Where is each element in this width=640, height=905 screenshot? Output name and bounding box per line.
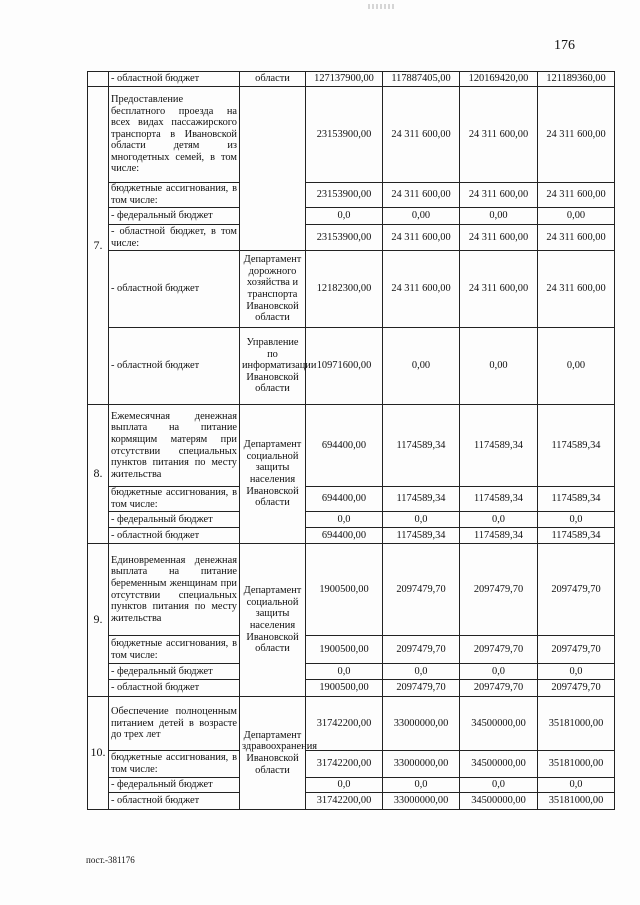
value-cell: 12182300,00: [306, 251, 383, 328]
value-cell: 2097479,70: [538, 544, 615, 636]
executor-cell: [240, 87, 306, 251]
value-cell: 23153900,00: [306, 87, 383, 183]
value-cell: 34500000,00: [460, 697, 538, 751]
value-cell: 0,00: [460, 208, 538, 225]
value-cell: 35181000,00: [538, 793, 615, 810]
row-number: 9.: [88, 544, 109, 697]
value-cell: 24 311 600,00: [460, 87, 538, 183]
value-cell: 120169420,00: [460, 72, 538, 87]
row-label: - областной бюджет: [109, 251, 240, 328]
value-cell: 33000000,00: [383, 697, 460, 751]
value-cell: 0,0: [306, 778, 383, 793]
row-label: - федеральный бюджет: [109, 208, 240, 225]
value-cell: 35181000,00: [538, 751, 615, 778]
row-label: бюджетные ассигнования, в том числе:: [109, 751, 240, 778]
table-row: [88, 544, 615, 636]
value-cell: 0,0: [460, 778, 538, 793]
value-cell: 1174589,34: [460, 405, 538, 487]
value-cell: 1174589,34: [538, 528, 615, 544]
row-label: - областной бюджет: [109, 328, 240, 405]
value-cell: 24 311 600,00: [460, 251, 538, 328]
table-row: [88, 751, 615, 778]
table-row: [88, 793, 615, 810]
value-cell: 34500000,00: [460, 751, 538, 778]
row-label: - федеральный бюджет: [109, 664, 240, 680]
value-cell: 0,0: [383, 664, 460, 680]
program-title: Обеспечение полноценным питанием детей в возрасте до трех лет: [109, 697, 240, 751]
table-row: [88, 87, 615, 183]
executor-cell: Департамент здравоохранения Ивановской области: [240, 697, 306, 810]
value-cell: 694400,00: [306, 405, 383, 487]
value-cell: 0,0: [460, 512, 538, 528]
program-title: Ежемесячная денежная выплата на питание кормящим матерям при отсутствии специальных пунктов питания по месту жительства: [109, 405, 240, 487]
value-cell: 0,00: [538, 208, 615, 225]
page-number: 176: [554, 38, 575, 53]
value-cell: 34500000,00: [460, 793, 538, 810]
row-number: 8.: [88, 405, 109, 544]
value-cell: 2097479,70: [460, 544, 538, 636]
document-footer: пост.-381176: [86, 855, 135, 865]
value-cell: 24 311 600,00: [538, 251, 615, 328]
value-cell: 0,0: [538, 512, 615, 528]
value-cell: 24 311 600,00: [383, 183, 460, 208]
value-cell: 24 311 600,00: [538, 225, 615, 251]
value-cell: 24 311 600,00: [383, 225, 460, 251]
value-cell: 2097479,70: [460, 636, 538, 664]
value-cell: 0,00: [383, 208, 460, 225]
value-cell: 0,0: [306, 664, 383, 680]
budget-table: [87, 71, 615, 810]
table-row: [88, 664, 615, 680]
value-cell: 0,0: [383, 778, 460, 793]
value-cell: 24 311 600,00: [460, 183, 538, 208]
row-label: - областной бюджет: [109, 72, 240, 87]
value-cell: 117887405,00: [383, 72, 460, 87]
value-cell: 31742200,00: [306, 751, 383, 778]
row-label: - областной бюджет: [109, 528, 240, 544]
value-cell: 1174589,34: [538, 487, 615, 512]
value-cell: 1174589,34: [460, 528, 538, 544]
value-cell: 2097479,70: [460, 680, 538, 697]
value-cell: 0,0: [460, 664, 538, 680]
value-cell: 1174589,34: [383, 487, 460, 512]
value-cell: 23153900,00: [306, 183, 383, 208]
value-cell: 23153900,00: [306, 225, 383, 251]
row-number: 7.: [88, 87, 109, 405]
value-cell: 24 311 600,00: [538, 87, 615, 183]
row-label: бюджетные ассигнования, в том числе:: [109, 636, 240, 664]
row-label: - федеральный бюджет: [109, 778, 240, 793]
row-label: бюджетные ассигнования, в том числе:: [109, 487, 240, 512]
executor-cell: области: [240, 72, 306, 87]
value-cell: 10971600,00: [306, 328, 383, 405]
table-row: [88, 778, 615, 793]
value-cell: 0,00: [538, 328, 615, 405]
value-cell: 33000000,00: [383, 793, 460, 810]
value-cell: 2097479,70: [538, 636, 615, 664]
executor-cell: Управление по информатизации Ивановской области: [240, 328, 306, 405]
value-cell: 24 311 600,00: [383, 87, 460, 183]
value-cell: 0,0: [383, 512, 460, 528]
table-row: [88, 405, 615, 487]
table-row: [88, 328, 615, 405]
row-label: - областной бюджет: [109, 680, 240, 697]
row-label: бюджетные ассигнования, в том числе:: [109, 183, 240, 208]
value-cell: 1900500,00: [306, 636, 383, 664]
value-cell: 1900500,00: [306, 544, 383, 636]
row-label: - областной бюджет: [109, 793, 240, 810]
value-cell: 2097479,70: [383, 636, 460, 664]
executor-cell: Департамент дорожного хозяйства и транспорта Ивановской области: [240, 251, 306, 328]
value-cell: 24 311 600,00: [538, 183, 615, 208]
table-row: [88, 183, 615, 208]
value-cell: 31742200,00: [306, 697, 383, 751]
program-title: Единовременная денежная выплата на питание беременным женщинам при отсутствии специальных пунктов питания по месту жительства: [109, 544, 240, 636]
value-cell: 694400,00: [306, 487, 383, 512]
row-label: - федеральный бюджет: [109, 512, 240, 528]
value-cell: 31742200,00: [306, 793, 383, 810]
value-cell: 35181000,00: [538, 697, 615, 751]
program-title: Предоставление бесплатного проезда на всех видах пассажирского транспорта в Ивановской области детям из многодетных семей, в том числе:: [109, 87, 240, 183]
value-cell: 0,00: [383, 328, 460, 405]
value-cell: 2097479,70: [538, 680, 615, 697]
value-cell: 33000000,00: [383, 751, 460, 778]
row-label: - областной бюджет, в том числе:: [109, 225, 240, 251]
value-cell: 24 311 600,00: [460, 225, 538, 251]
row-number: 10.: [88, 697, 109, 810]
executor-cell: Департамент социальной защиты населения Ивановской области: [240, 544, 306, 697]
value-cell: 1174589,34: [538, 405, 615, 487]
value-cell: 2097479,70: [383, 544, 460, 636]
row-number: [88, 72, 109, 87]
table-row: [88, 225, 615, 251]
value-cell: 0,0: [306, 512, 383, 528]
table-row: [88, 251, 615, 328]
executor-cell: Департамент социальной защиты населения Ивановской области: [240, 405, 306, 544]
value-cell: 0,0: [538, 664, 615, 680]
table-row: [88, 208, 615, 225]
table-row: [88, 636, 615, 664]
table-row: [88, 528, 615, 544]
scan-artifact: [368, 4, 396, 9]
value-cell: 1900500,00: [306, 680, 383, 697]
value-cell: 694400,00: [306, 528, 383, 544]
value-cell: 121189360,00: [538, 72, 615, 87]
value-cell: 1174589,34: [460, 487, 538, 512]
value-cell: 0,00: [460, 328, 538, 405]
value-cell: 1174589,34: [383, 405, 460, 487]
table-row: [88, 697, 615, 751]
table-row: [88, 512, 615, 528]
value-cell: 0,0: [538, 778, 615, 793]
value-cell: 127137900,00: [306, 72, 383, 87]
value-cell: 1174589,34: [383, 528, 460, 544]
table-row: [88, 487, 615, 512]
value-cell: 24 311 600,00: [383, 251, 460, 328]
table-row: [88, 680, 615, 697]
table-row: [88, 72, 615, 87]
value-cell: 2097479,70: [383, 680, 460, 697]
value-cell: 0,0: [306, 208, 383, 225]
